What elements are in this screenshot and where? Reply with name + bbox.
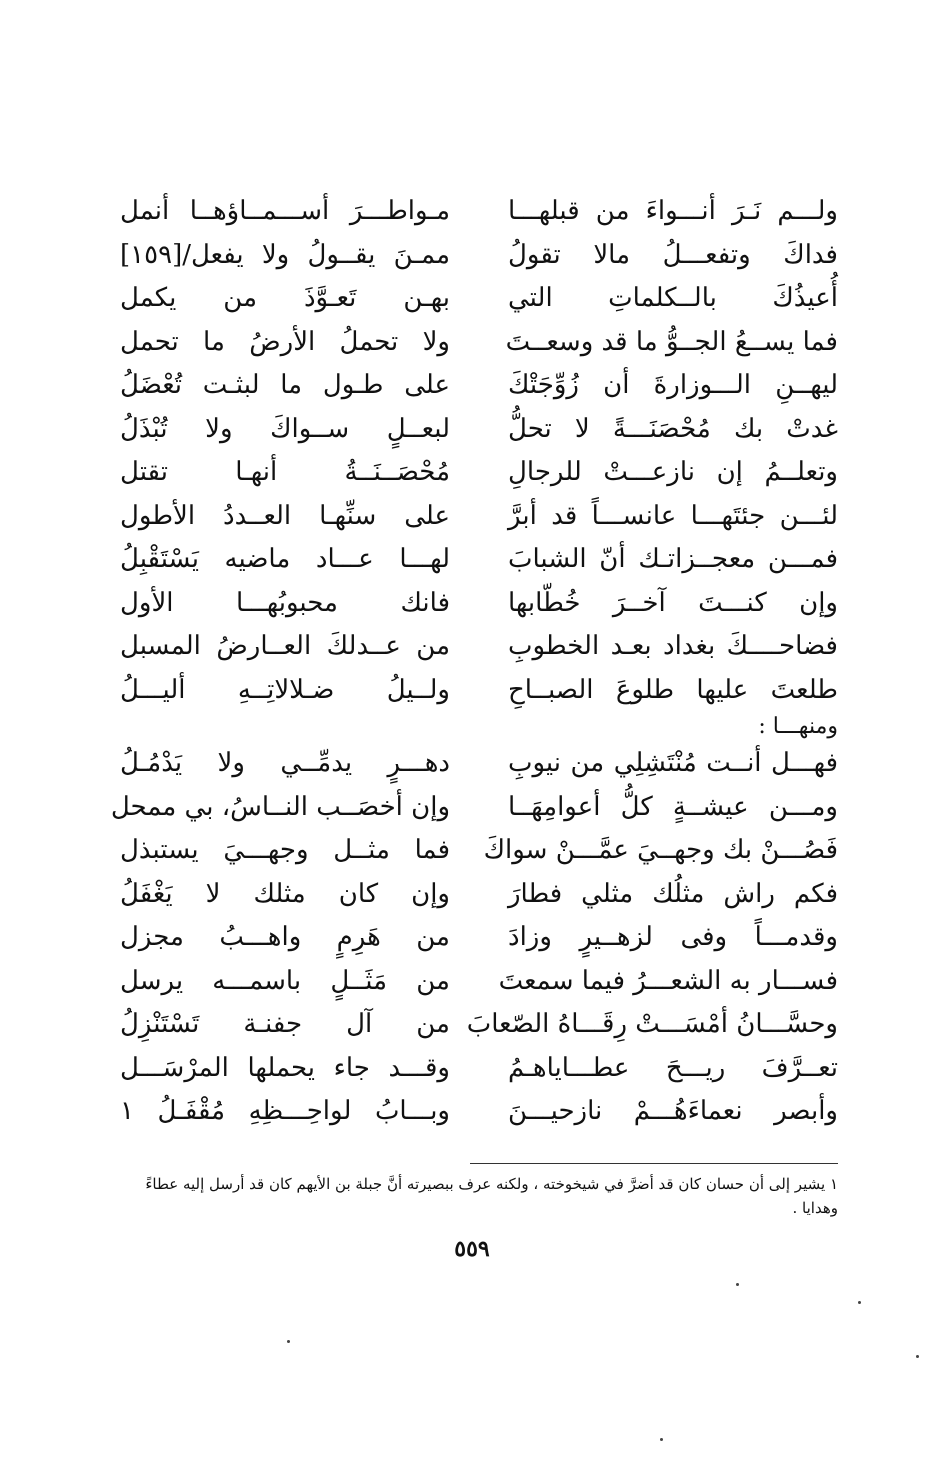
verse-first-hemistich: فَصُـــنْ بك وجهــيَ عمَّـــنْ سواكَ: [483, 835, 838, 865]
verse-first-hemistich: ولـــم نَـرَ أنـــواءَ من قبلهـــا: [508, 196, 838, 226]
verse-first-hemistich: ومـــن عيشــةٍ كلُّ أعوامِهَــا: [508, 791, 838, 822]
verse-line: [120, 538, 838, 582]
verse-first-hemistich: فكم راش مثلُك مثلي فطارَ: [508, 878, 838, 909]
verse-line: [110, 786, 838, 830]
verse-first-hemistich: طلعتَ عليها طلوعَ الصبــاحِ: [508, 674, 838, 705]
verse-line: [120, 408, 838, 452]
scan-speck: [916, 1355, 919, 1358]
verse-line: [120, 873, 838, 917]
verse-line: [120, 1003, 838, 1047]
poem-part-2: [110, 742, 838, 1134]
page-number: ٥٥٩: [454, 1236, 490, 1262]
verse-first-hemistich: غدتْ بك مُحْصَنَـــةً لا تحلُّ: [508, 413, 838, 444]
verse-first-hemistich: وحسَّـــانُ أمْسَـــتْ رِقَـــاهُ الصّعابَ: [466, 1009, 838, 1039]
verse-second-hemistich: وإن كان مثلك لا يَغْفَلُ: [120, 878, 450, 909]
verse-second-hemistich: من مَثَــلٍ باسمـــه يرسل: [120, 965, 450, 996]
verse-second-hemistich: من هَرِمٍ واهـــبُ مجزل: [120, 922, 450, 952]
verse-first-hemistich: فما يســعُ الجــوُّ ما قد وسعــتَ: [505, 326, 838, 357]
verse-first-hemistich: فســـار به الشعـــرُ فيما سمعتَ: [498, 965, 838, 996]
verse-second-hemistich: فما مثــل وجهـــيَ يستبذل: [120, 835, 450, 865]
verse-first-hemistich: أُعيذُكَ بالــكلماتِ التي: [508, 283, 838, 313]
footnote: ١ يشير إلى أن حسان كان قد أضرَّ في شيخوخته ، ولكنه عرف ببصيرته أنَّ جبلة بن الأيهم كان قد أرسل إليه عطاءً وهدايا .: [145, 1175, 838, 1217]
scan-speck: [660, 1438, 663, 1441]
verse-line: [120, 451, 838, 495]
verse-line: [120, 190, 838, 234]
verse-second-hemistich: من عــدلكَ العــارضُ المسبل: [120, 631, 450, 661]
verse-second-hemistich: من آل جفنـة تَسْتَنْزِلُ: [120, 1009, 450, 1039]
verse-second-hemistich: على سنِّهـا العــددُ الأطول: [120, 500, 450, 531]
verse-line: [120, 625, 838, 669]
verse-line: [120, 669, 838, 713]
verse-second-hemistich: لبعــلٍ ســواكَ ولا تُبْذَلُ: [120, 413, 450, 444]
verse-line: [120, 829, 838, 873]
verse-second-hemistich: وإن أخصَــب النــاسُ، بي ممحل: [110, 791, 450, 822]
verse-second-hemistich: وقـــد جاء يحملها المرْسَـــل: [120, 1052, 450, 1083]
verse-line: [120, 1090, 838, 1134]
scan-speck: [287, 1340, 290, 1343]
verse-line: [120, 364, 838, 408]
verse-line: [120, 495, 838, 539]
footnote-divider: [470, 1163, 838, 1164]
verse-first-hemistich: ليهــنِ الـــوزارةَ أن زُوِّجَتْكَ: [508, 370, 838, 400]
scan-speck: [858, 1301, 861, 1304]
verse-first-hemistich: تعــرَّفَ ريـــحَ عطـــاياهـمُ: [508, 1052, 838, 1083]
verse-second-hemistich: مـواطـــرَ أســـمــاؤهــا أنمل: [120, 196, 450, 226]
verse-second-hemistich: وبـــابُ لواحِـــظِهِ مُقْفَـلُ ١: [120, 1096, 450, 1126]
verse-second-hemistich: ولا تحملُ الأرضُ ما تحمل: [120, 326, 450, 357]
verse-first-hemistich: وتعلــمُ إن نازعـــتْ للرجالِ: [508, 457, 838, 487]
verse-second-hemistich: لهـــا عـــاد ماضيه يَسْتَقْبِلُ: [120, 544, 450, 574]
section-separator: ومنهـــا :: [758, 714, 838, 739]
verse-second-hemistich: ممـنَ يقــولُ ولا يفعل/[١٥٩]: [120, 239, 450, 270]
verse-line: [120, 1047, 838, 1091]
verse-second-hemistich: ولــيلُ ضـلالاتِــهِ أليـــلُ: [120, 674, 450, 705]
verse-second-hemistich: دهـــرٍ يدمِّــي ولا يَدْمُـلُ: [120, 748, 450, 778]
verse-line: [120, 916, 838, 960]
verse-first-hemistich: فضاحــــكَ بغداد بعـد الخطوبِ: [508, 631, 838, 661]
verse-line: [120, 321, 838, 365]
verse-first-hemistich: فهـــل أنــت مُنْتَشِلِي من نيوبِ: [508, 748, 838, 778]
poem-part-1: [120, 190, 838, 712]
verse-second-hemistich: مُحْصَــنَــةُ أنهـا تقتل: [120, 457, 450, 487]
verse-first-hemistich: فمـــن معجــزاتـك أنّ الشبابَ: [508, 544, 838, 574]
verse-line: [120, 582, 838, 626]
verse-line: [120, 742, 838, 786]
verse-line: [120, 960, 838, 1004]
verse-second-hemistich: فانك محبوبُهـــا الأول: [120, 587, 450, 618]
verse-first-hemistich: وإن كنـــتَ آخــرَ خُطّابها: [508, 587, 838, 618]
verse-first-hemistich: لئـــن جئتَهـــا عانســـاً قد أبرَّ: [508, 500, 838, 531]
verse-line: [120, 234, 838, 278]
poem-block: [110, 190, 838, 1134]
verse-second-hemistich: بهـن تَعـوَّذَ من يكمل: [120, 283, 450, 313]
verse-line: [120, 277, 838, 321]
verse-first-hemistich: فداكَ وتفعـــلُ مالا تقولُ: [508, 239, 838, 270]
verse-first-hemistich: وأبصر نعماءَهُـــمْ نازحيـــنَ: [508, 1096, 838, 1126]
verse-second-hemistich: على طـول ما لبثـت تُعْضَلُ: [120, 370, 450, 400]
verse-first-hemistich: وقدمـــاً وفى لزهــيرٍ وزادَ: [508, 922, 838, 952]
scan-speck: [736, 1283, 739, 1286]
